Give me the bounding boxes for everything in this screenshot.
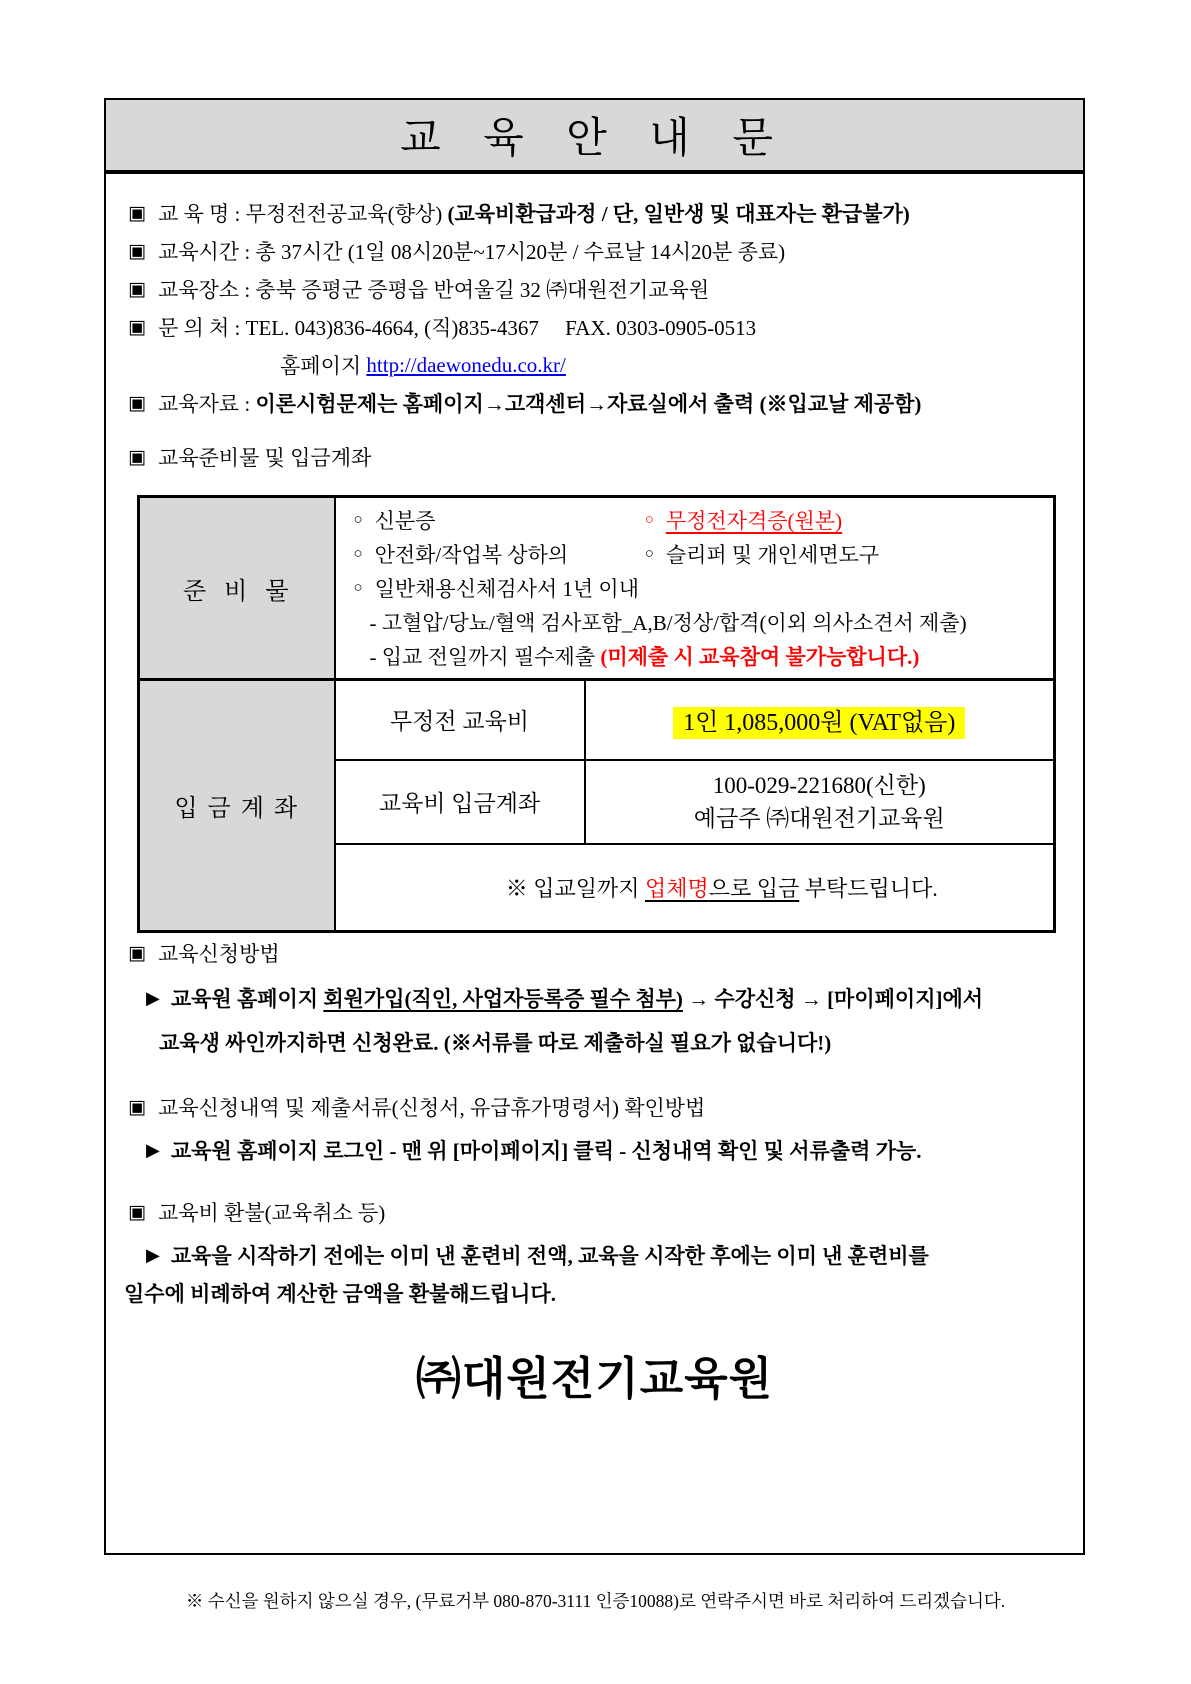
material-label: 교육자료 : xyxy=(157,392,256,416)
square-bullet-icon: ▣ xyxy=(128,202,146,224)
document-title-bar xyxy=(104,98,1085,172)
account-number: 100-029-221680(신한) xyxy=(712,772,926,798)
prep-item-medical: 일반채용신체검사서 1년 이내 xyxy=(374,577,639,601)
prep-item-row xyxy=(348,503,1042,537)
square-bullet-icon: ▣ xyxy=(128,316,146,338)
apply-heading-line xyxy=(128,934,280,972)
square-bullet-icon: ▣ xyxy=(128,392,146,414)
fee-value-cell xyxy=(585,680,1055,760)
confirm-step-line xyxy=(146,1131,921,1169)
contact-line xyxy=(128,308,1073,346)
fee-amount-highlight: 1인 1,085,000원 (VAT없음) xyxy=(673,707,965,739)
deposit-note-cell xyxy=(335,844,1055,932)
deposit-note-pre: ※ 입교일까지 xyxy=(505,875,645,901)
refund-policy-continued-line xyxy=(124,1274,556,1312)
course-name-note: (교육비환급과정 / 단, 일반생 및 대표자는 환급불가) xyxy=(447,202,910,226)
account-value-cell xyxy=(585,760,1055,844)
account-holder: 예금주 ㈜대원전기교육원 xyxy=(693,805,945,831)
document-body xyxy=(104,172,1085,1555)
prep-item-row xyxy=(348,639,1042,673)
circle-bullet-icon: ○ xyxy=(353,511,363,528)
circle-bullet-icon: ○ xyxy=(353,545,363,562)
deposit-note-company: 업체명 xyxy=(644,875,709,901)
fee-label-cell: 무정전 교육비 xyxy=(335,680,585,760)
apply-step-pre: 교육원 홈페이지 xyxy=(170,987,324,1011)
course-name-value: 무정전전공교육(향상) xyxy=(245,202,448,226)
prep-row xyxy=(139,497,1055,680)
apply-step-continued: 교육생 싸인까지하면 신청완료. (※서류를 따로 제출하실 필요가 없습니다!) xyxy=(159,1031,832,1055)
refund-policy-line xyxy=(146,1236,929,1274)
confirm-heading-line xyxy=(128,1088,705,1126)
apply-step-line xyxy=(146,979,983,1017)
arrow-bullet-icon: ▶ xyxy=(146,987,160,1008)
arrow-bullet-icon: ▶ xyxy=(146,1244,160,1265)
refund-heading: 교육비 환불(교육취소 등) xyxy=(157,1201,386,1225)
square-bullet-icon: ▣ xyxy=(128,1096,146,1118)
refund-policy-2: 일수에 비례하여 계산한 금액을 환불해드립니다. xyxy=(124,1282,556,1306)
prep-item-workwear: 안전화/작업복 상하의 xyxy=(374,543,569,567)
apply-step-post: → 수강신청 → [마이페이지]에서 xyxy=(682,987,984,1011)
table-heading-text: 교육준비물 및 입금계좌 xyxy=(157,446,372,470)
course-time-line xyxy=(128,232,1073,270)
apply-step-signup: 회원가입(직인, 사업자등록증 필수 첨부) xyxy=(323,987,683,1011)
square-bullet-icon: ▣ xyxy=(128,240,146,262)
contact-text: 문 의 처 : TEL. 043)836-4664, (직)835-4367 FAX. 0303-0905-0513 xyxy=(157,316,757,340)
confirm-step: 교육원 홈페이지 로그인 - 맨 위 [마이페이지] 클릭 - 신청내역 확인 및 서류출력 가능. xyxy=(170,1139,922,1163)
material-line xyxy=(128,384,1073,422)
prep-item-row xyxy=(348,537,1042,571)
course-place-line xyxy=(128,270,1073,308)
apply-heading: 교육신청방법 xyxy=(157,942,280,966)
prep-header-cell: 준 비 물 xyxy=(139,497,335,680)
prep-item-row xyxy=(348,605,1042,639)
arrow-bullet-icon: ▶ xyxy=(146,1139,160,1160)
deposit-note-mid: 으로 입금 xyxy=(708,875,800,901)
prep-item-slippers: 슬리퍼 및 개인세면도구 xyxy=(665,543,880,567)
page-title: 교 육 안 내 문 xyxy=(400,116,789,162)
course-place-text: 교육장소 : 충북 증평군 증평읍 반여울길 32 ㈜대원전기교육원 xyxy=(157,278,710,302)
apply-step-continued-line xyxy=(159,1023,831,1061)
account-header-cell: 입 금 계 좌 xyxy=(139,680,335,932)
course-name-label: 교 육 명 : xyxy=(157,202,246,226)
deposit-note-post: 부탁드립니다. xyxy=(799,875,938,901)
homepage-link[interactable]: http://daewonedu.co.kr/ xyxy=(366,352,566,377)
fee-row xyxy=(139,680,1055,760)
homepage-label: 홈페이지 xyxy=(280,354,367,378)
table-heading-line xyxy=(128,438,1073,476)
prep-and-deposit-table xyxy=(137,495,1056,933)
prep-item-license: 무정전자격증(원본) xyxy=(665,509,843,533)
square-bullet-icon: ▣ xyxy=(128,942,146,964)
circle-bullet-icon: ○ xyxy=(644,511,654,528)
circle-bullet-icon: ○ xyxy=(353,579,363,596)
course-info-list xyxy=(128,194,1073,476)
prep-item-medical-detail: - 고혈압/당뇨/혈액 검사포함_A,B/정상/합격(이외 의사소견서 제출) xyxy=(369,611,967,635)
material-value: 이론시험문제는 홈페이지→고객센터→자료실에서 출력 (※입교날 제공함) xyxy=(255,392,922,416)
homepage-line xyxy=(128,346,1073,384)
circle-bullet-icon: ○ xyxy=(644,545,654,562)
confirm-heading: 교육신청내역 및 제출서류(신청서, 유급휴가명령서) 확인방법 xyxy=(157,1096,706,1120)
account-label-cell: 교육비 입금계좌 xyxy=(335,760,585,844)
refund-heading-line xyxy=(128,1193,385,1231)
course-name-line xyxy=(128,194,1073,232)
refund-policy-1: 교육을 시작하기 전에는 이미 낸 훈련비 전액, 교육을 시작한 후에는 이미 낸 훈련비를 xyxy=(170,1244,929,1268)
prep-items-cell xyxy=(335,497,1055,680)
prep-item-id: 신분증 xyxy=(374,509,436,533)
square-bullet-icon: ▣ xyxy=(128,278,146,300)
prep-item-row xyxy=(348,571,1042,605)
prep-item-deadline-warning: (미제출 시 교육참여 불가능합니다.) xyxy=(600,645,920,669)
prep-item-deadline: - 입교 전일까지 필수제출 xyxy=(369,645,601,669)
square-bullet-icon: ▣ xyxy=(128,1201,146,1223)
course-time-text: 교육시간 : 총 37시간 (1일 08시20분~17시20분 / 수료날 14시20분 종료) xyxy=(157,240,786,264)
optout-footer: ※ 수신을 원하지 않으실 경우, (무료거부 080-870-3111 인증10088)로 연락주시면 바로 처리하여 드리겠습니다. xyxy=(185,1591,1006,1611)
company-name: ㈜대원전기교육원 xyxy=(415,1353,774,1404)
square-bullet-icon: ▣ xyxy=(128,446,146,468)
